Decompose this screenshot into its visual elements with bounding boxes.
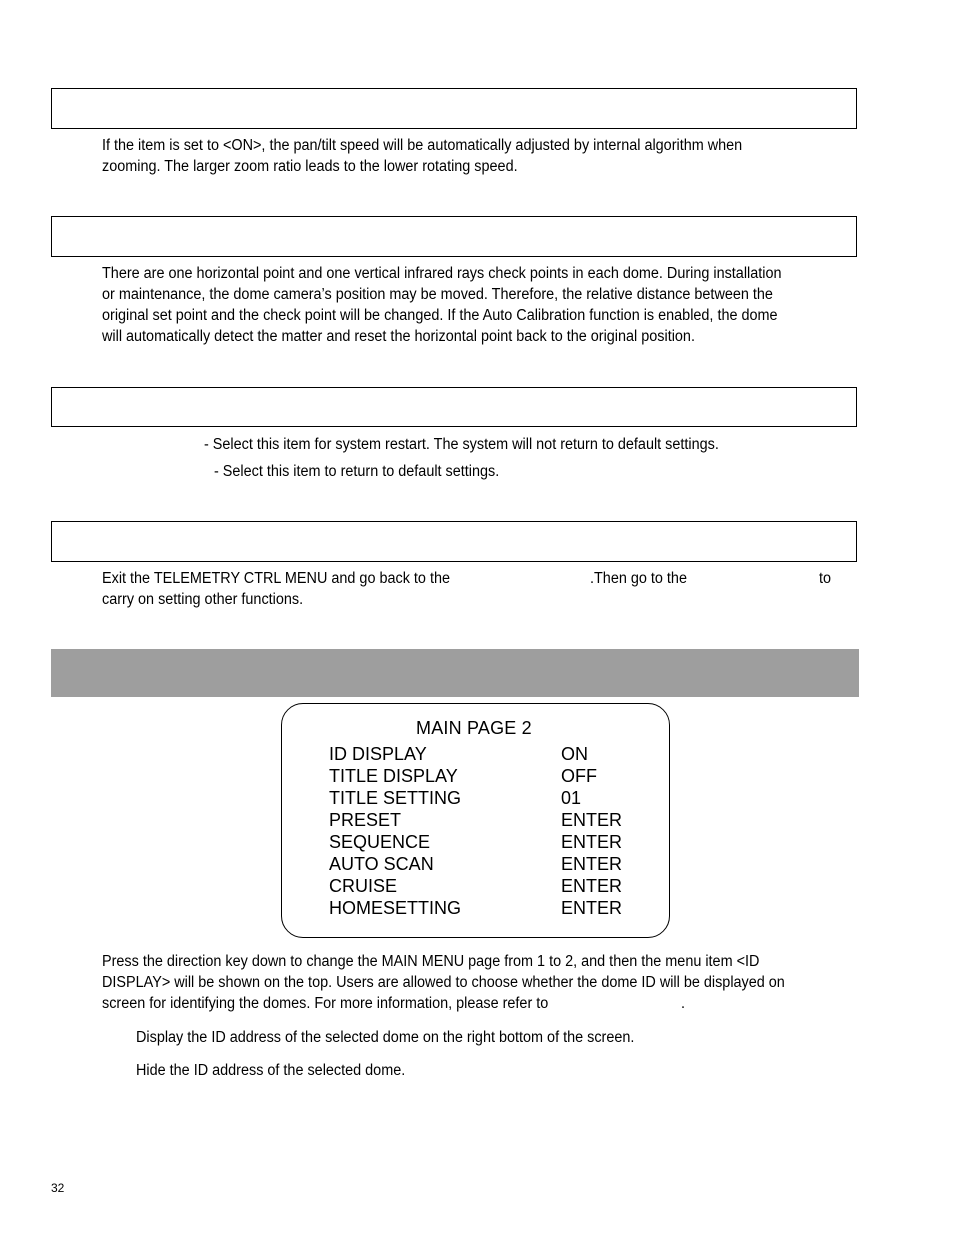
osd-row-label: TITLE DISPLAY (329, 766, 458, 786)
osd-menu-panel (281, 703, 670, 938)
osd-menu-row (329, 744, 649, 766)
osd-row-label: CRUISE (329, 876, 398, 896)
osd-row-label: SEQUENCE (329, 832, 431, 852)
section-header-box-3 (51, 387, 857, 427)
exit-text-part3: to (819, 570, 832, 587)
osd-row-value: ENTER (561, 876, 623, 896)
osd-row-label: AUTO SCAN (329, 854, 434, 874)
osd-row-value: ENTER (561, 832, 623, 852)
auto-calibration-description: There are one horizontal point and one vertical infrared rays check points in each dome. During installation or maintenance, the dome camera’s position may be moved. Therefore, the relative distance between the original set point and the check point will be changed. If the Auto Calibration function is enabled, the dome will automatically detect the matter and reset the horizontal point back to the original position. (102, 265, 782, 345)
osd-menu-row (329, 876, 649, 898)
osd-menu-row (329, 766, 649, 788)
osd-menu-row (329, 854, 649, 876)
id-display-text-line3-end: . (681, 995, 686, 1012)
osd-row-label: PRESET (329, 810, 402, 830)
osd-row-value: ENTER (561, 854, 623, 874)
osd-menu-row (329, 898, 649, 920)
osd-row-value: ON (561, 744, 588, 764)
id-display-text-line1: Press the direction key down to change the MAIN MENU page from 1 to 2, and then the menu item <ID (102, 953, 760, 970)
exit-text-part1: Exit the TELEMETRY CTRL MENU and go back to the (102, 570, 450, 587)
section-header-box-4 (51, 521, 857, 562)
restart-description: - Select this item for system restart. The system will not return to default settings. (204, 436, 719, 453)
id-display-off-description: Hide the ID address of the selected dome. (136, 1062, 406, 1079)
osd-row-value: 01 (561, 788, 582, 808)
id-display-text-line2: DISPLAY> will be shown on the top. Users are allowed to choose whether the dome ID will be displayed on (102, 974, 785, 991)
id-display-text-line3: screen for identifying the domes. For more information, please refer to (102, 995, 549, 1012)
osd-row-value: ENTER (561, 810, 623, 830)
osd-row-label: TITLE SETTING (329, 788, 462, 808)
osd-row-value: ENTER (561, 898, 623, 918)
exit-text-part4: carry on setting other functions. (102, 591, 304, 608)
section-banner (51, 649, 859, 697)
osd-menu-row (329, 810, 649, 832)
osd-menu-title: MAIN PAGE 2 (416, 718, 532, 738)
auto-speed-description: If the item is set to <ON>, the pan/tilt speed will be automatically adjusted by internal algorithm when zooming. The larger zoom ratio leads to the lower rotating speed. (102, 137, 743, 175)
osd-menu-row (329, 788, 649, 810)
osd-menu-row (329, 832, 649, 854)
osd-row-label: HOMESETTING (329, 898, 462, 918)
factory-default-description: - Select this item to return to default settings. (214, 463, 500, 480)
osd-row-label: ID DISPLAY (329, 744, 427, 764)
id-display-on-description: Display the ID address of the selected dome on the right bottom of the screen. (136, 1029, 635, 1046)
section-header-box-2 (51, 216, 857, 257)
exit-text-part2: .Then go to the (590, 570, 687, 587)
osd-row-value: OFF (561, 766, 597, 786)
section-header-box-1 (51, 88, 857, 129)
page-number: 32 (51, 1181, 65, 1195)
